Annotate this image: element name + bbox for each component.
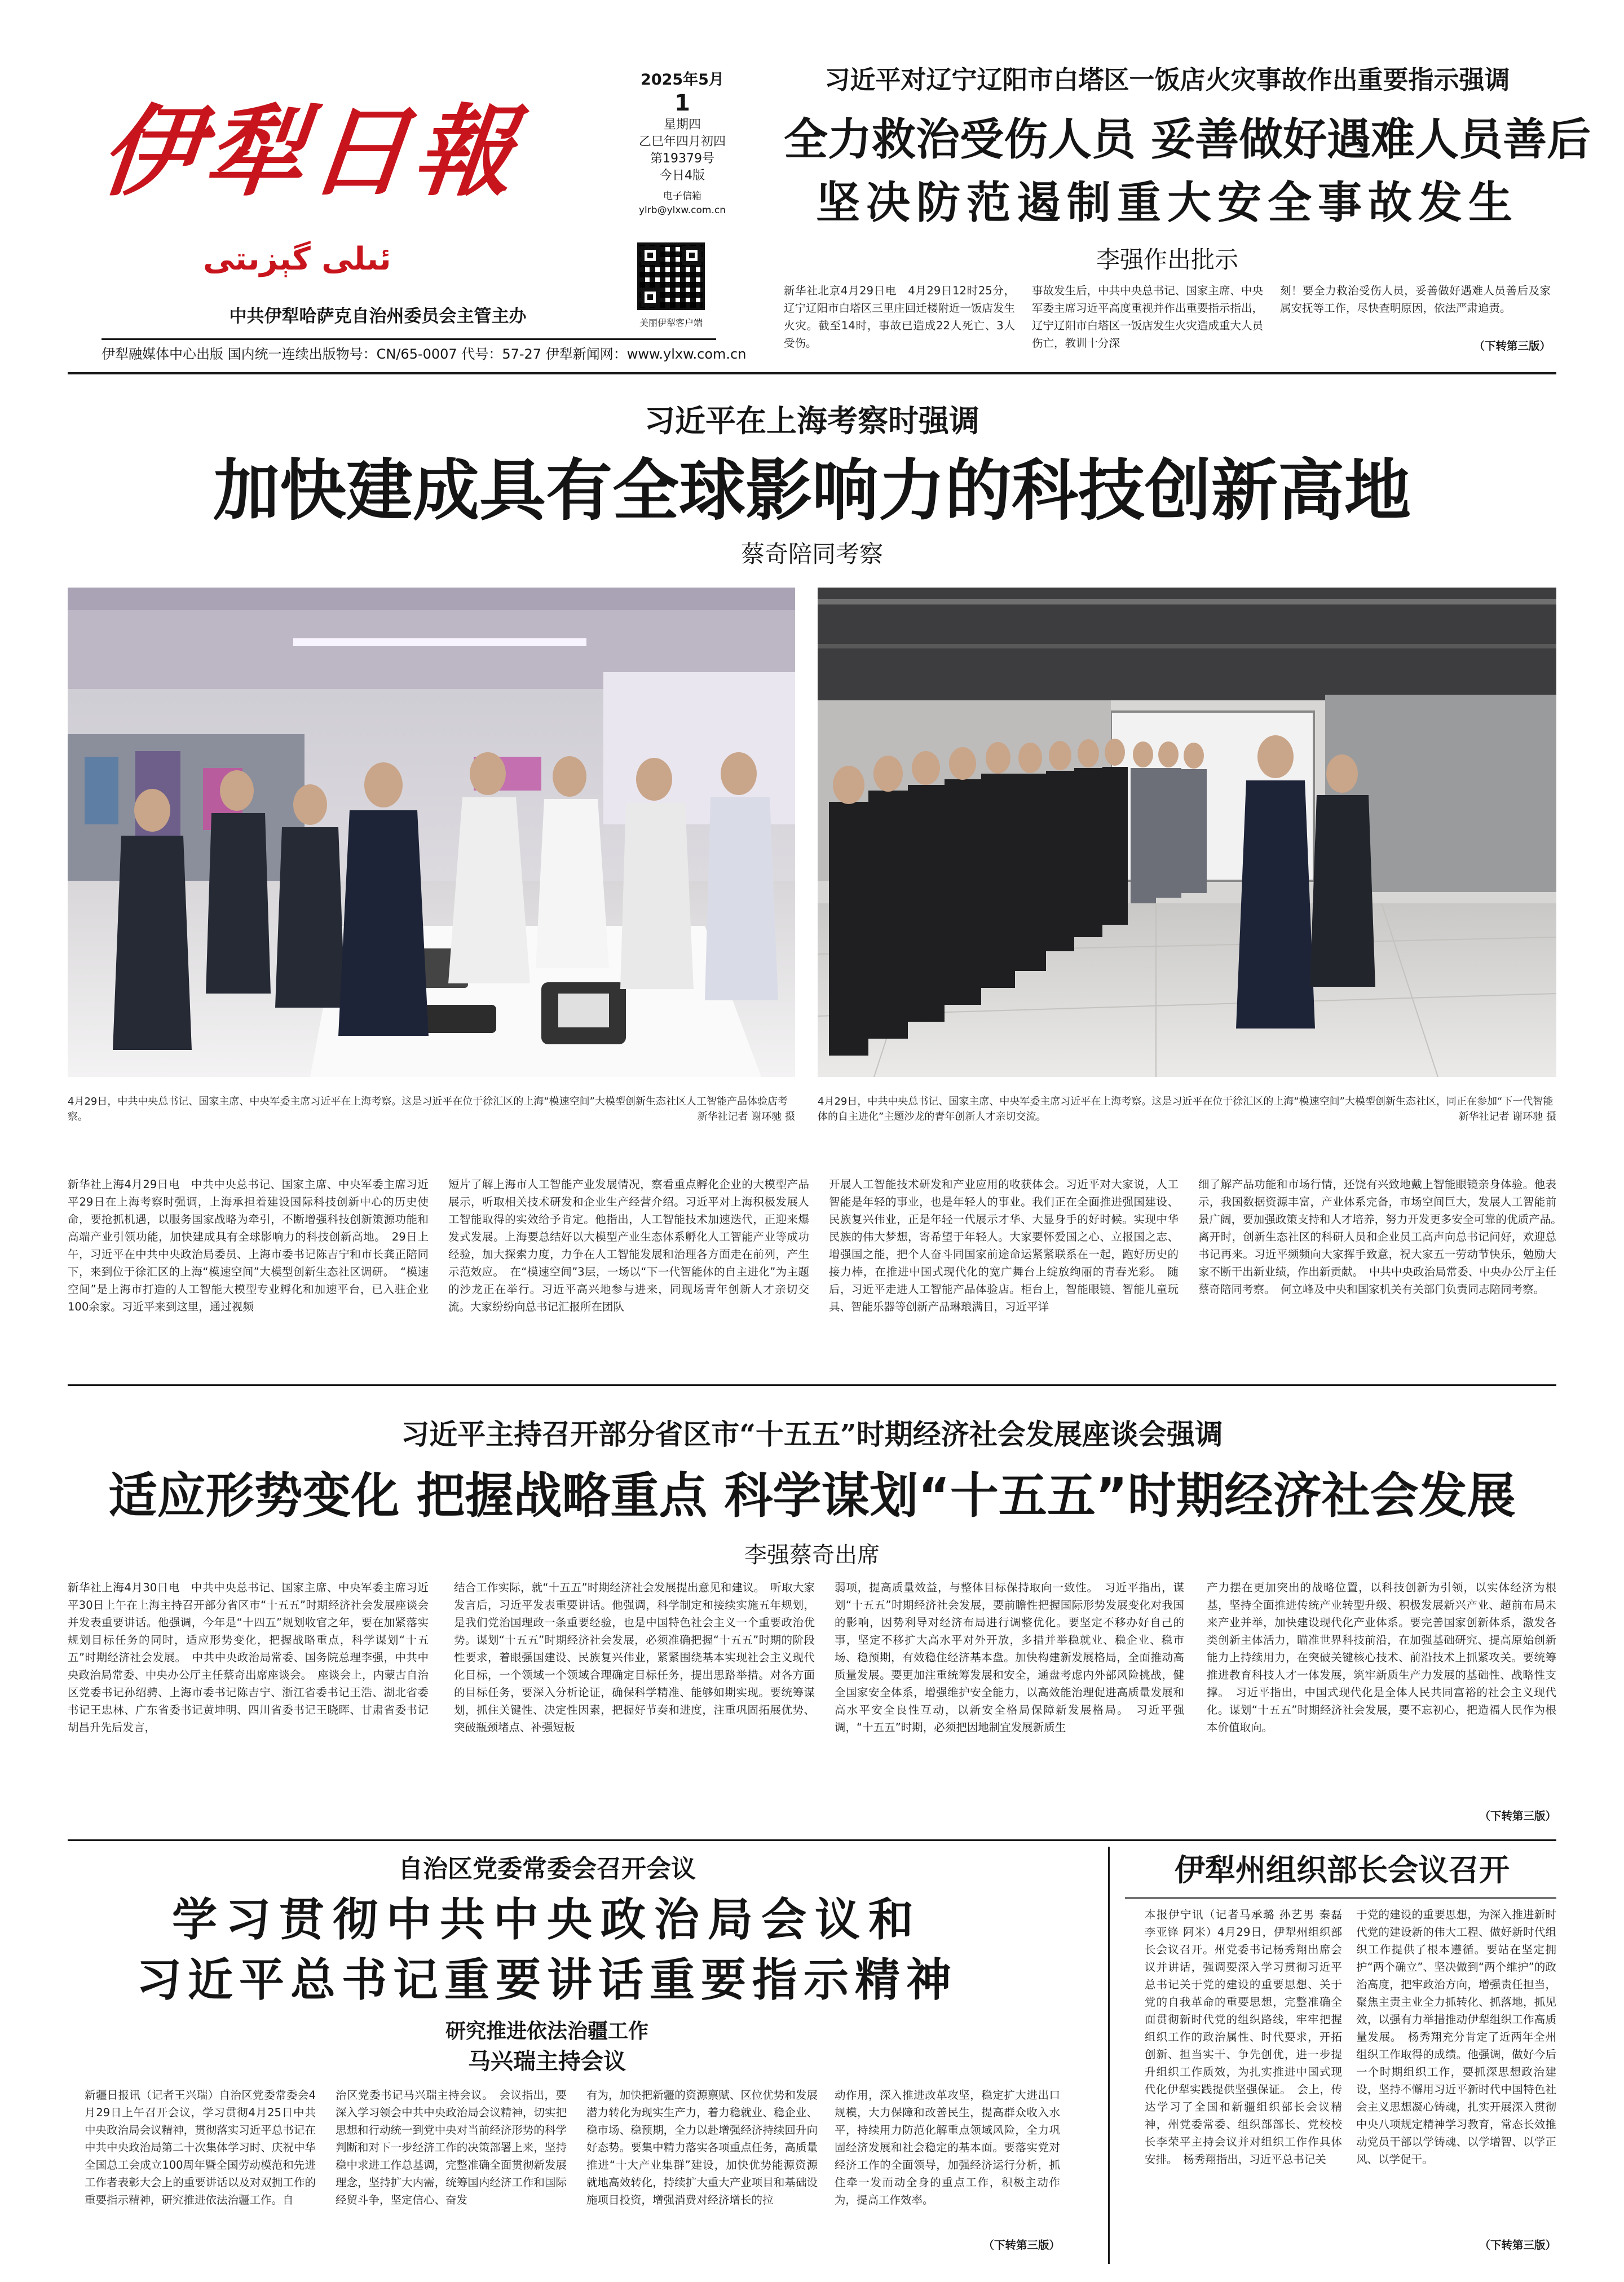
lead-story-kicker: 习近平在上海考察时强调 xyxy=(645,403,979,439)
section-divider xyxy=(68,372,1556,374)
lead-photo-2[interactable] xyxy=(818,588,1556,1077)
third-story-headline-2[interactable]: 习近平总书记重要讲话重要指示精神 xyxy=(136,1954,957,2006)
fire-story-headline-1[interactable]: 全力救治受伤人员 妥善做好遇难人员善后 xyxy=(784,114,1591,165)
section-divider xyxy=(68,1839,1556,1841)
issue-lunar-date: 乙巳年四月初四 xyxy=(638,135,726,149)
qr-caption: 美丽伊犁客户端 xyxy=(639,317,703,328)
issue-year-month: 2025年5月 xyxy=(641,71,724,89)
third-story-subhead-2: 马兴瑞主持会议 xyxy=(468,2048,626,2074)
fire-story-subhead: 李强作出批示 xyxy=(1096,246,1238,273)
third-story-column-1: 新疆日报讯（记者王兴瑞）自治区党委常委会4月29日上午召开会议，学习贯彻4月25日中共中央政治局会议精神，贯彻落实习近平总书记在中共中央政治局第二十次集体学习时、庆祝中华全国总工会成立100周年暨全国劳动模范和先进工作者表彰大会上的重要讲话以及对双拥工作的重要指示精神，研究推进依法治疆工作。自 xyxy=(85,2089,316,2206)
lead-story-headline[interactable]: 加快建成具有全球影响力的科技创新高地 xyxy=(213,452,1411,529)
issue-number: 第19379号 xyxy=(650,152,714,166)
fourth-story-column-1: 本报伊宁讯（记者马承璐 孙艺男 秦磊 李亚锋 阿米）4月29日，伊犁州组织部长会议召开。州党委书记杨秀翔出席会议并讲话，强调要深入学习贯彻习近平总书记关于党的建设的重要思想、关于党的自我革命的重要思想，完整准确全面贯彻新时代党的组织路线，牢牢把握组织工作的政治属性、时代要求，开拓创新、担当实干、争先创优，进一步提升组织工作质效，为扎实推进中国式现代化伊犁实践提供坚强保证。 会上，传达学习了全国和新疆组织部长会议精神，州党委常委、组织部部长、党校校长李荣平主持会议并对组织工作作具体安排。 杨秀翔指出，习近平总书记关 xyxy=(1145,1908,1342,2166)
photo-2-caption-text: 4月29日，中共中央总书记、国家主席、中央军委主席习近平在上海考察。这是习近平在位于徐汇区的上海“模速空间”大模型创新生态社区，同正在参加“下一代智能体的自主进化”主题沙龙的青年创新人才亲切交流。 xyxy=(818,1096,1554,1123)
section-divider xyxy=(68,1384,1556,1386)
sponsor-line: 中共伊犁哈萨克自治州委员会主管主办 xyxy=(229,306,527,326)
lead-story-column-1: 新华社上海4月29日电 中共中央总书记、国家主席、中央军委主席习近平29日在上海考察时强调，上海承担着建设国际科技创新中心的历史使命，要抢抓机遇，以服务国家战略为牵引，不断增强科技创新策源功能和高端产业引领功能，加快建成具有全球影响力的科技创新高地。 29日上午，习近平在中共中央政治局委员、上海市委书记陈吉宁和市长龚正陪同下，来到位于徐汇区的上海“模速空间”大模型创新生态社区调研。 “模速空间”是上海市打造的人工智能大模型专业孵化和加速平台，已入驻企业100余家。习近平来到这里，通过视频 xyxy=(68,1178,429,1313)
third-story-continued[interactable]: （下转第三版） xyxy=(983,2239,1060,2252)
third-story-subhead-1: 研究推进依法治疆工作 xyxy=(445,2019,648,2043)
lead-story-column-4: 细了解产品功能和市场行情，还饶有兴致地戴上智能眼镜亲身体验。他表示，我国数据资源丰富，产业体系完备，市场空间巨大，发展人工智能前景广阔，要加强政策支持和人才培养，努力开发更多安全可靠的优质产品。 离开时，创新生态社区的科研人员和企业员工高声向总书记问好，欢迎总书记再来。习近平频频向大家挥手致意，祝大家五一劳动节快乐，勉励大家不断干出新业绩，作出新贡献。 中共中央政治局常委、中央办公厅主任蔡奇陪同考察。 何立峰及中央和国家机关有关部门负责同志陪同考察。 xyxy=(1198,1178,1568,1296)
showroom-photo-image xyxy=(68,588,795,1077)
photo-1-caption-text: 4月29日，中共中央总书记、国家主席、中央军委主席习近平在上海考察。这是习近平在位于徐汇区的上海“模速空间”大模型创新生态社区人工智能产品体验店考察。 xyxy=(68,1096,788,1123)
email-label: 电子信箱 xyxy=(663,191,701,202)
second-story-column-3: 弱项，提高质量效益，与整体目标保持取向一致性。 习近平指出，谋划“十五五”时期经济社会发展，要前瞻性把握国际形势发展变化对我国的影响，因势利导对经济布局进行调整优化。要坚定不移办好自己的事，坚定不移扩大高水平对外开放，多措并举稳就业、稳企业、稳市场、稳预期，有效稳住经济基本盘。加快构建新发展格局，全面推动高质量发展。要更加注重统筹发展和安全，通盘考虑内外部风险挑战，健全国家安全体系，增强维护安全能力，以高效能治理促进高质量发展和高水平安全良性互动，以新安全格局保障新发展格局。 习近平强调，“十五五”时期，必须把因地制宜发展新质生 xyxy=(835,1581,1184,1734)
third-story-column-3: 有为，加快把新疆的资源禀赋、区位优势和发展潜力转化为现实生产力，着力稳就业、稳企业、稳市场、稳预期，全力以赴增强经济持续回升向好态势。要集中精力落实各项重点任务，高质量推进“十大产业集群”建设，加快优势能源资源就地高效转化，持续扩大重大产业项目和基础设施项目投资，增强消费对经济增长的拉 xyxy=(586,2089,818,2206)
third-story-kicker: 自治区党委常委会召开会议 xyxy=(398,1855,696,1883)
publication-info-bar: 伊犁融媒体中心出版 国内统一连续出版物号：CN/65-0007 代号：57-27 伊犁新闻网：www.ylxw.com.cn xyxy=(102,346,747,362)
second-story-headline[interactable]: 适应形势变化 把握战略重点 科学谋划“十五五”时期经济社会发展 xyxy=(108,1468,1516,1524)
lead-photo-1[interactable] xyxy=(68,588,795,1077)
lead-photo-2-caption xyxy=(818,1094,1556,1127)
second-story-kicker: 习近平主持召开部分省区市“十五五”时期经济社会发展座谈会强调 xyxy=(401,1418,1223,1451)
fourth-story-headline[interactable]: 伊犁州组织部长会议召开 xyxy=(1175,1852,1510,1888)
third-story-column-2: 治区党委书记马兴瑞主持会议。 会议指出，要深入学习领会中共中央政治局会议精神，切实把思想和行动统一到党中央对当前经济形势的科学判断和对下一步经济工作的决策部署上来，坚持稳中求进工作总基调，完整准确全面贯彻新发展理念，坚持扩大内需，统筹国内经济工作和国际经贸斗争，坚定信心、奋发 xyxy=(336,2089,567,2206)
newspaper-logo-uyghur: ئىلى گېزىتى xyxy=(203,241,391,277)
newspaper-logo: 伊犁日報 xyxy=(95,94,525,210)
second-story-subhead: 李强蔡奇出席 xyxy=(744,1542,880,1568)
lead-story-column-3: 开展人工智能技术研发和产业应用的收获体会。习近平对大家说，人工智能是年轻的事业，也是年轻人的事业。我们正在全面推进强国建设、民族复兴伟业，正是年轻一代展示才华、大显身手的好时候。实现中华民族的伟大梦想，寄希望于年轻人。大家要怀爱国之心、立报国之志、增强国之能，把个人奋斗同国家前途命运紧紧联系在一起，跑好历史的接力棒，在推进中国式现代化的宽广舞台上绽放绚丽的青春光彩。 随后，习近平走进人工智能产品体验店。柜台上，智能眼镜、智能儿童玩具、智能乐器等创新产品琳琅满目，习近平详 xyxy=(829,1178,1179,1313)
masthead-rule xyxy=(102,338,716,340)
second-story-continued[interactable]: （下转第三版） xyxy=(1479,1809,1556,1822)
column-divider xyxy=(1108,1847,1110,2264)
fire-story-headline-2[interactable]: 坚决防范遏制重大安全事故发生 xyxy=(815,178,1519,228)
salon-photo-image xyxy=(818,588,1556,1077)
lead-story-subhead: 蔡奇陪同考察 xyxy=(740,540,883,568)
fire-story-column-1: 新华社北京4月29日电 4月29日12时25分，辽宁辽阳市白塔区三里庄回迁楼附近一饭店发生火灾。截至14时，事故已造成22人死亡、3人受伤。 xyxy=(784,284,1015,350)
issue-day: 1 xyxy=(674,90,690,116)
third-story-column-4: 动作用，深入推进改革攻坚，稳定扩大进出口规模，大力保障和改善民生，提高群众收入水平，持续用力防范化解重点领域风险，全力巩固经济发展和社会稳定的基本面。要落实党对经济工作的全面领导，加强经济运行分析，抓住牵一发而动全身的重点工作，积极主动作为，提高工作效率。 xyxy=(835,2089,1060,2206)
fire-story-kicker: 习近平对辽宁辽阳市白塔区一饭店火灾事故作出重要指示强调 xyxy=(824,65,1510,95)
photo-2-credit: 新华社记者 谢环驰 摄 xyxy=(1458,1111,1556,1123)
lead-story-column-2: 短片了解上海市人工智能产业发展情况，察看重点孵化企业的大模型产品展示，听取相关技术研发和企业生产经营介绍。习近平对上海积极发展人工智能取得的实效给予肯定。他指出，人工智能技术加速迭代，正迎来爆发式发展。上海要总结好以大模型产业生态体系孵化人工智能产业等成功经验，加大探索力度，力争在人工智能发展和治理各方面走在前列，产生示范效应。 在“模速空间”3层，一场以“下一代智能体的自主进化”为主题的沙龙正在举行。习近平高兴地参与进来，同现场青年创新人才亲切交流。大家纷纷向总书记汇报所在团队 xyxy=(448,1178,809,1313)
photo-1-credit: 新华社记者 谢环驰 摄 xyxy=(697,1111,795,1123)
second-story-column-1: 新华社上海4月30日电 中共中央总书记、国家主席、中央军委主席习近平30日上午在上海主持召开部分省区市“十五五”时期经济社会发展座谈会并发表重要讲话。他强调，今年是“十四五”规划收官之年，要在加紧落实规划目标任务的同时，适应形势变化，把握战略重点，科学谋划“十五五”时期经济社会发展。 中共中央政治局常委、国务院总理李强，中共中央政治局常委、中央办公厅主任蔡奇出席座谈会。 座谈会上，内蒙古自治区党委书记孙绍骋、上海市委书记陈吉宁、浙江省委书记王浩、湖北省委书记王忠林、广东省委书记黄坤明、四川省委书记王晓晖、甘肃省委书记胡昌升先后发言， xyxy=(68,1581,429,1734)
fire-story-column-2: 事故发生后，中共中央总书记、国家主席、中央军委主席习近平高度重视并作出重要指示指出，辽宁辽阳市白塔区一饭店发生火灾造成重大人员伤亡，教训十分深 xyxy=(1032,284,1263,350)
second-story-column-4: 产力摆在更加突出的战略位置，以科技创新为引领，以实体经济为根基，坚持全面推进传统产业转型升级、积极发展新兴产业、超前布局未来产业并举，加快建设现代化产业体系。要完善国家创新体系，激发各类创新主体活力，瞄准世界科技前沿，在加强基础研究、提高原始创新能力上持续用力，在突破关键核心技术、前沿技术上抓紧攻关。要统筹推进教育科技人才一体发展，筑牢新质生产力发展的基础性、战略性支撑。 习近平指出，中国式现代化是全体人民共同富裕的社会主义现代化。谋划“十五五”时期经济社会发展，要不忘初心，把造福人民作为根本价值取向。 xyxy=(1207,1581,1556,1734)
lead-photo-1-caption xyxy=(68,1094,795,1127)
second-story-column-2: 结合工作实际，就“十五五”时期经济社会发展提出意见和建议。 听取大家发言后，习近平发表重要讲话。他强调，科学制定和接续实施五年规划，是我们党治国理政一条重要经验，也是中国特色社会主义一个重要政治优势。谋划“十五五”时期经济社会发展，必须准确把握“十五五”时期的阶段性要求，着眼强国建设、民族复兴伟业，紧紧围绕基本实现社会主义现代化目标，一个领域一个领域合理确定目标任务，提出思路举措。对各方面的目标任务，要深入分析论证，确保科学精准、能够如期实现。要统筹谋划，抓住关键性、决定性因素，把握好节奏和进度，注重巩固拓展优势、突破瓶颈堵点、补强短板 xyxy=(454,1581,815,1734)
issue-weekday: 星期四 xyxy=(663,118,701,132)
fourth-story-rule xyxy=(1125,1897,1556,1899)
fourth-story-continued[interactable]: （下转第三版） xyxy=(1479,2239,1556,2252)
fourth-story-column-2: 于党的建设的重要思想，为深入推进新时代党的建设新的伟大工程、做好新时代组织工作提供了根本遵循。要站在坚定拥护“两个确立”、坚决做到“两个维护”的政治高度，把牢政治方向，增强责任担当，聚焦主责主业全力抓转化、抓落地，抓见效，以强有力举措推动伊犁组织工作高质量发展。 杨秀翔充分肯定了近两年全州组织工作取得的成绩。他强调，做好今后一个时期组织工作，要抓深思想政治建设，坚持不懈用习近平新时代中国特色社会主义思想凝心铸魂，扎实开展深入贯彻中央八项规定精神学习教育，常态长效推动党员干部以学铸魂、以学增智、以学正风、以学促干。 xyxy=(1356,1908,1556,2166)
third-story-headline-1[interactable]: 学习贯彻中共中央政治局会议和 xyxy=(172,1893,922,1946)
email-address[interactable]: ylrb@ylxw.com.cn xyxy=(639,205,726,216)
fire-story-column-3: 刻！要全力救治受伤人员，妥善做好遇难人员善后及家属安抚等工作，尽快查明原因，依法严肃追责。 xyxy=(1280,284,1551,315)
issue-pages: 今日4版 xyxy=(660,169,705,183)
fire-story-continued[interactable]: （下转第三版） xyxy=(1473,339,1551,352)
qr-code-icon[interactable] xyxy=(637,242,705,310)
issue-info xyxy=(626,70,739,217)
